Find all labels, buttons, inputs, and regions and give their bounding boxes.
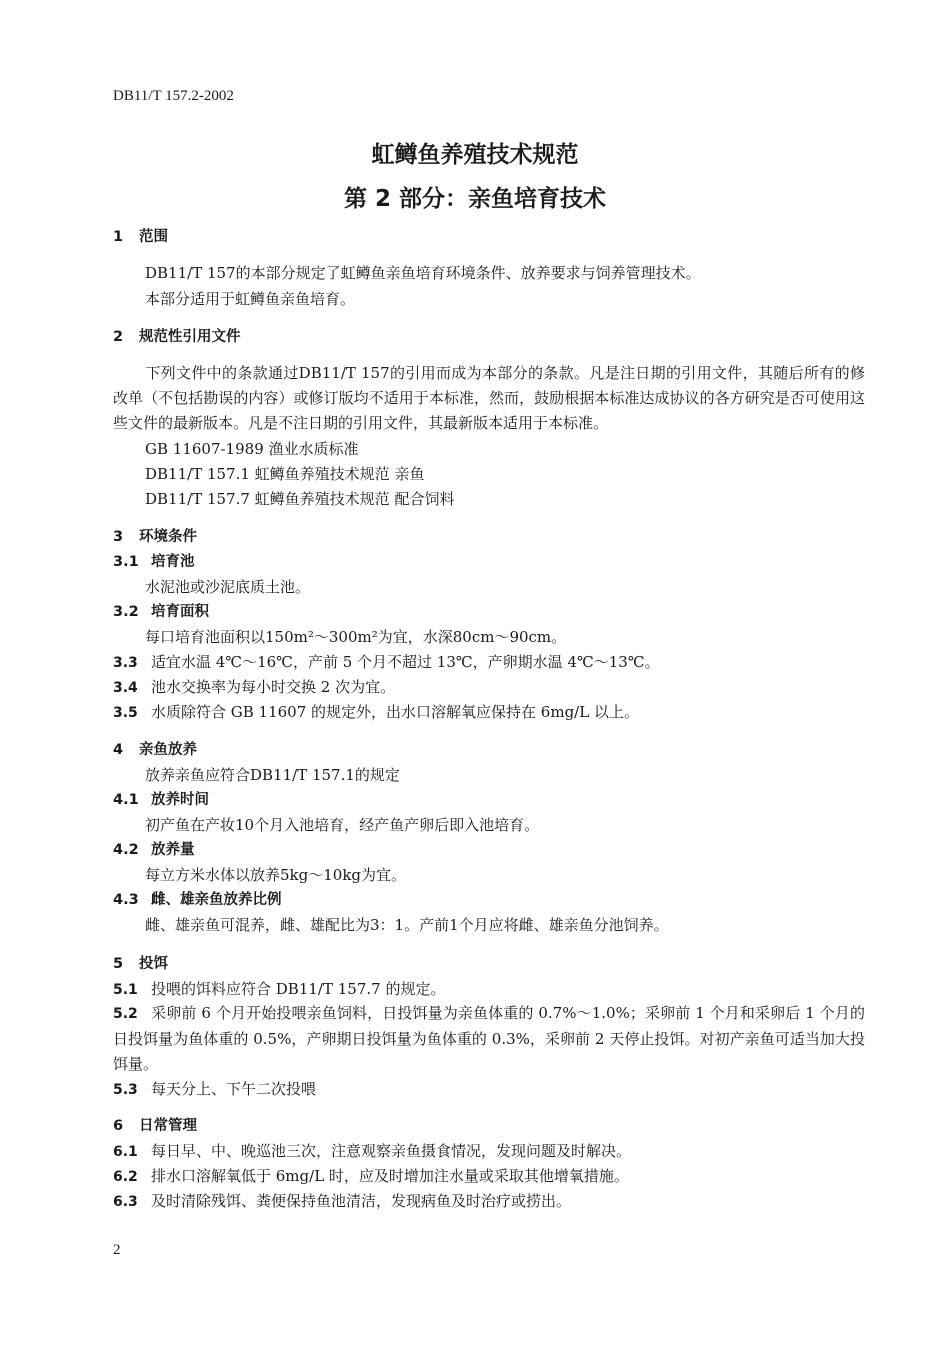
section-4-intro: 放养亲鱼应符合DB11/T 157.1的规定 [145, 766, 400, 784]
subsection-3-3: 3.3 适宜水温 4℃～16℃，产前 5 个月不超过 13℃，产卵期水温 4℃～13℃。 [113, 653, 660, 671]
subsection-3-2-heading: 3.2 培育面积 [113, 604, 209, 620]
reference-item: DB11/T 157.7 虹鳟鱼养殖技术规范 配合饲料 [145, 490, 455, 508]
subsection-4-1-heading: 4.1 放养时间 [113, 792, 209, 808]
section-2-heading: 2 规范性引用文件 [113, 329, 241, 345]
subsection-3-4: 3.4 池水交换率为每小时交换 2 次为宜。 [113, 678, 396, 696]
subsection-6-3: 6.3 及时清除残饵、粪便保持鱼池清洁，发现病鱼及时治疗或捞出。 [113, 1192, 572, 1210]
section-6-heading: 6 日常管理 [113, 1118, 197, 1134]
subsection-4-2-heading: 4.2 放养量 [113, 842, 195, 858]
subsection-6-1: 6.1 每日早、中、晚巡池三次，注意观察亲鱼摄食情况，发现问题及时解决。 [113, 1142, 632, 1160]
section-2-paragraph: 下列文件中的条款通过DB11/T 157的引用而成为本部分的条款。凡是注日期的引用文件，其随后所有的修改单（不包括勘误的内容）或修订版均不适用于本标准，然而，鼓励根据本标准达成协议的各方研究是否可使用这些文件的最新版本。凡是不注日期的引用文件，其最新版本适用于本标准。 [113, 364, 865, 432]
subsection-3-1-text: 水泥池或沙泥底质土池。 [145, 578, 311, 596]
section-3-heading: 3 环境条件 [113, 529, 197, 545]
subsection-3-2-text: 每口培育池面积以150m²～300m²为宜，水深80cm～90cm。 [145, 628, 567, 646]
section-1-heading: 1 范围 [113, 229, 168, 245]
subsection-3-1-heading: 3.1 培育池 [113, 554, 195, 570]
reference-item: GB 11607-1989 渔业水质标准 [145, 440, 359, 458]
document-title: 虹鳟鱼养殖技术规范 [371, 142, 579, 168]
section-1-paragraph-1: DB11/T 157的本部分规定了虹鳟鱼亲鱼培育环境条件、放养要求与饲养管理技术。 [145, 264, 701, 282]
subsection-5-2: 5.2 采卵前 6 个月开始投喂亲鱼饲料，日投饵量为亲鱼体重的 0.7%～1.0%；采卵前 1 个月和采卵后 1 个月的日投饵量为鱼体重的 0.5%，产卵期日投饵量为鱼体重的 0.3%，采卵前 2 天停止投饵。对初产亲鱼可适当加大投饵量。 [113, 1004, 865, 1073]
subsection-3-5: 3.5 水质除符合 GB 11607 的规定外，出水口溶解氧应保持在 6mg/L 以上。 [113, 703, 639, 721]
reference-item: DB11/T 157.1 虹鳟鱼养殖技术规范 亲鱼 [145, 465, 425, 483]
section-1-paragraph-2: 本部分适用于虹鳟鱼亲鱼培育。 [145, 290, 356, 308]
page-number: 2 [113, 1242, 121, 1258]
subsection-6-2: 6.2 排水口溶解氧低于 6mg/L 时，应及时增加注水量或采取其他增氧措施。 [113, 1167, 629, 1185]
document-code: DB11/T 157.2-2002 [113, 88, 234, 104]
subsection-4-3-text: 雌、雄亲鱼可混养，雌、雄配比为3：1。产前1个月应将雌、雄亲鱼分池饲养。 [145, 916, 669, 934]
subsection-4-2-text: 每立方米水体以放养5kg～10kg为宜。 [145, 866, 407, 884]
section-5-heading: 5 投饵 [113, 956, 168, 972]
document-subtitle: 第 2 部分：亲鱼培育技术 [343, 186, 607, 212]
subsection-4-1-text: 初产鱼在产妆10个月入池培育，经产鱼产卵后即入池培育。 [145, 816, 540, 834]
subsection-5-1: 5.1 投喂的饵料应符合 DB11/T 157.7 的规定。 [113, 980, 446, 998]
section-4-heading: 4 亲鱼放养 [113, 742, 197, 758]
subsection-4-3-heading: 4.3 雌、雄亲鱼放养比例 [113, 892, 282, 908]
subsection-5-3: 5.3 每天分上、下午二次投喂 [113, 1080, 317, 1098]
